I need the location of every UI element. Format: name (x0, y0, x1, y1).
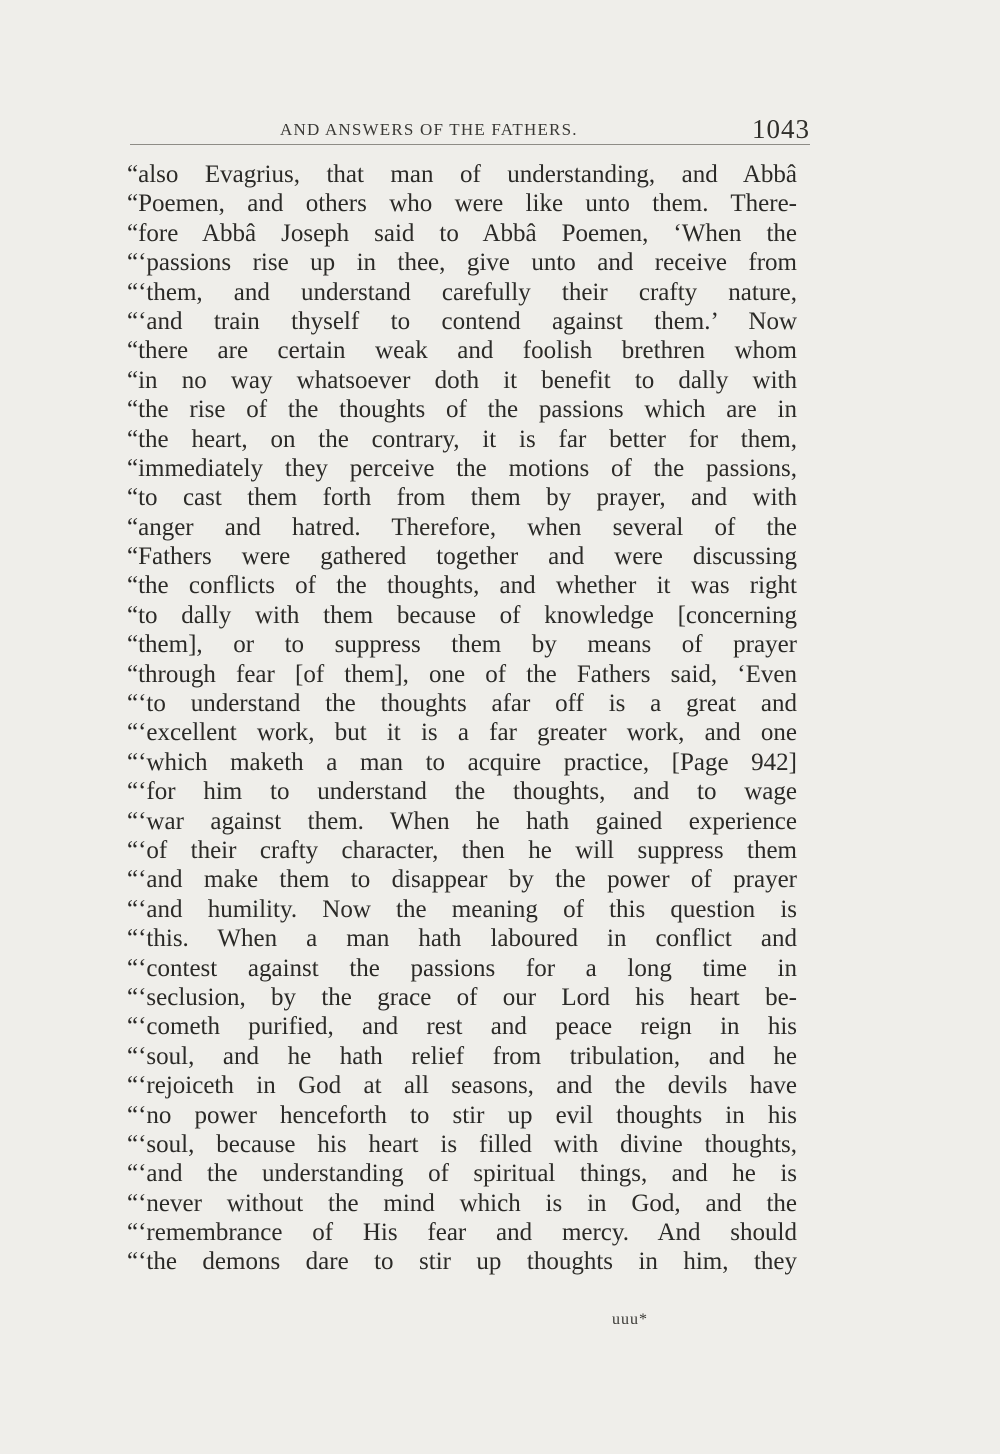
text-line: “them], or to suppress them by means of prayer (127, 631, 797, 659)
text-line: “through fear [of them], one of the Fathers said, ‘Even (127, 660, 797, 688)
text-line: “‘soul, because his heart is filled with divine thoughts, (127, 1130, 797, 1158)
running-head: AND ANSWERS OF THE FATHERS. (280, 120, 578, 139)
text-line: “‘contest against the passions for a long time in (127, 954, 797, 982)
text-line: “‘excellent work, but it is a far greater work, and one (127, 719, 797, 747)
text-line: “‘to understand the thoughts afar off is a great and (127, 690, 797, 718)
text-line: “‘and train thyself to contend against them.’ Now (127, 307, 797, 335)
text-line: “‘them, and understand carefully their crafty nature, (127, 278, 797, 306)
text-line: “‘remembrance of His fear and mercy. And should (127, 1219, 797, 1247)
text-line: “to cast them forth from them by prayer, and with (127, 484, 797, 512)
text-line: “‘war against them. When he hath gained experience (127, 807, 797, 835)
text-line: “‘the demons dare to stir up thoughts in him, they (127, 1248, 797, 1276)
text-line: “to dally with them because of knowledge [concerning (127, 601, 797, 629)
text-line: “‘soul, and he hath relief from tribulation, and he (127, 1042, 797, 1070)
text-line: “there are certain weak and foolish brethren whom (127, 337, 797, 365)
text-line: “‘no power henceforth to stir up evil thoughts in his (127, 1101, 797, 1129)
text-line: “‘and make them to disappear by the power of prayer (127, 866, 797, 894)
text-line: “the conflicts of the thoughts, and whether it was right (127, 572, 797, 600)
text-line: “‘and the understanding of spiritual things, and he is (127, 1160, 797, 1188)
signature-mark: uuu* (612, 1311, 648, 1328)
text-line: “‘seclusion, by the grace of our Lord his heart be- (127, 983, 797, 1011)
page-header (130, 108, 810, 148)
text-line: “‘and humility. Now the meaning of this question is (127, 895, 797, 923)
text-line: “‘never without the mind which is in God, and the (127, 1189, 797, 1217)
text-line: “the heart, on the contrary, it is far better for them, (127, 425, 797, 453)
text-line: “anger and hatred. Therefore, when several of the (127, 513, 797, 541)
text-line: “‘of their crafty character, then he will suppress them (127, 836, 797, 864)
text-line: “‘passions rise up in thee, give unto and receive from (127, 249, 797, 277)
text-line: “‘this. When a man hath laboured in conflict and (127, 925, 797, 953)
text-line: “‘cometh purified, and rest and peace reign in his (127, 1013, 797, 1041)
text-line: “‘rejoiceth in God at all seasons, and the devils have (127, 1072, 797, 1100)
text-line: “‘which maketh a man to acquire practice, [Page 942] (127, 748, 797, 776)
page-number: 1043 (752, 114, 810, 144)
text-line: “Poemen, and others who were like unto them. There- (127, 190, 797, 218)
text-line: “also Evagrius, that man of understanding, and Abbâ (127, 161, 797, 188)
text-line: “fore Abbâ Joseph said to Abbâ Poemen, ‘When the (127, 219, 797, 247)
header-rule (130, 144, 810, 145)
text-line: “Fathers were gathered together and were discussing (127, 543, 797, 571)
text-line: “in no way whatsoever doth it benefit to dally with (127, 366, 797, 394)
text-line: “‘for him to understand the thoughts, and to wage (127, 778, 797, 806)
text-line: “the rise of the thoughts of the passions which are in (127, 396, 797, 424)
body-text (127, 160, 797, 1277)
text-line: “immediately they perceive the motions of the passions, (127, 454, 797, 482)
